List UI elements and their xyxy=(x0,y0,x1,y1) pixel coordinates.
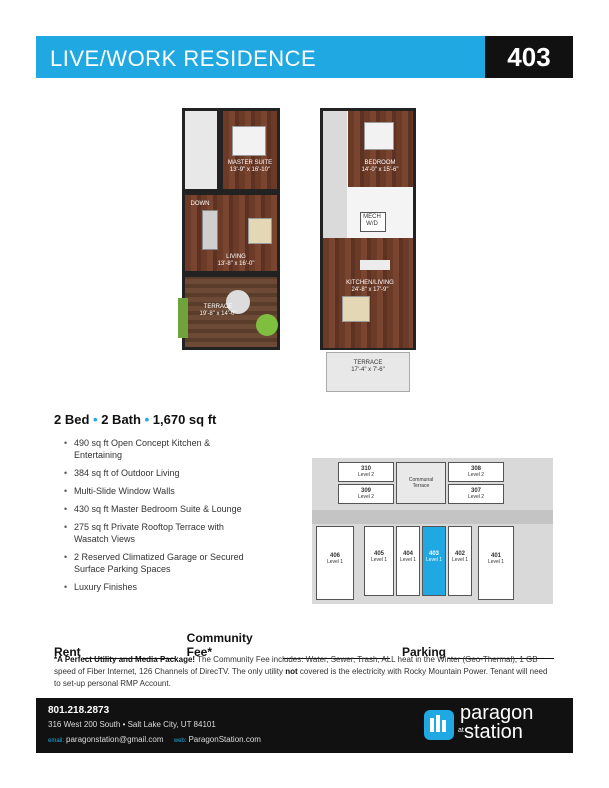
living-label xyxy=(196,254,276,268)
phone-number[interactable]: 801.218.2873 xyxy=(48,705,110,716)
down-label: DOWN xyxy=(190,201,210,207)
community-fee-label: Community Fee* xyxy=(186,631,253,659)
kitchen-dims: 24'-8" x 17'-9" xyxy=(351,287,389,293)
unit-307 xyxy=(448,484,504,504)
bedroom-dims: 14'-0" x 15'-6" xyxy=(361,167,399,173)
parking-label: Parking xyxy=(401,645,446,659)
unit-309-number: 309 xyxy=(360,488,371,494)
logo-wordmark-top: paragon xyxy=(460,702,534,724)
unit-401-level: Level 1 xyxy=(487,559,505,565)
unit-403-level: Level 1 xyxy=(425,557,443,563)
bed-icon xyxy=(364,122,394,150)
unit-401-number: 401 xyxy=(490,553,501,559)
logo-wordmark-bottom: station xyxy=(464,721,523,743)
unit-309-level: Level 2 xyxy=(357,494,375,500)
unit-403-highlighted xyxy=(422,526,446,596)
feature-item: • 490 sq ft Open Concept Kitchen & Entertaining xyxy=(64,437,214,461)
unit-404 xyxy=(396,526,420,596)
bath-count: 2 Bath xyxy=(101,412,141,427)
unit-406-number: 406 xyxy=(329,553,340,559)
master-suite-label xyxy=(210,160,290,174)
mech-label xyxy=(332,214,412,228)
bedroom-name: BEDROOM xyxy=(364,160,396,166)
feature-item: • Luxury Finishes xyxy=(64,581,294,593)
feature-item: • 384 sq ft of Outdoor Living xyxy=(64,467,294,479)
mech-name: MECH xyxy=(363,214,381,220)
address: 316 West 200 South • Salt Lake City, UT 84101 xyxy=(48,720,216,729)
plant-icon xyxy=(256,314,278,336)
feature-item: • 275 sq ft Private Rooftop Terrace with Wasatch Views xyxy=(64,521,234,545)
footer xyxy=(36,698,573,753)
unit-405-level: Level 1 xyxy=(370,557,388,563)
contact-line xyxy=(48,735,261,744)
terrace-label xyxy=(178,304,258,318)
bed-count: 2 Bed xyxy=(54,412,90,427)
paragon-station-logo xyxy=(424,704,559,748)
sofa-icon xyxy=(248,218,272,244)
web-link[interactable]: ParagonStation.com xyxy=(188,735,261,744)
utility-note xyxy=(54,654,554,690)
page-title: LIVE/WORK RESIDENCE xyxy=(36,36,485,78)
unit-summary xyxy=(54,412,216,427)
unit-310 xyxy=(338,462,394,482)
unit-308 xyxy=(448,462,504,482)
unit-404-level: Level 1 xyxy=(399,557,417,563)
page-header xyxy=(36,36,573,78)
terrace-dims: 17'-4" x 7'-6" xyxy=(351,367,385,373)
note-body-2: covered is the electricity with Rocky Mountain Power. Tenant will need to set-up personal RMP Account. xyxy=(54,667,548,688)
logo-mark-icon xyxy=(424,710,454,740)
floor-plan-level-1 xyxy=(320,108,420,394)
unit-309 xyxy=(338,484,394,504)
terrace-label xyxy=(328,360,408,374)
terrace-name: TERRACE xyxy=(203,304,233,310)
unit-402-level: Level 1 xyxy=(451,557,469,563)
unit-402 xyxy=(448,526,472,596)
stair-icon xyxy=(202,210,218,250)
island-icon xyxy=(360,260,390,270)
note-lead: *A Perfect Utility and Media Package! xyxy=(54,655,196,664)
unit-406 xyxy=(316,526,354,600)
feature-item: • Multi-Slide Window Walls xyxy=(64,485,294,497)
terrace-dims: 19'-8" x 14'-0" xyxy=(199,311,237,317)
living-dims: 13'-8" x 16'-0" xyxy=(217,261,255,267)
note-not: not xyxy=(285,667,298,676)
bedroom-label xyxy=(340,160,420,174)
kitchen-label xyxy=(330,280,410,294)
master-suite-name: MASTER SUITE xyxy=(227,160,273,166)
feature-item: • 430 sq ft Master Bedroom Suite & Lounge xyxy=(64,503,294,515)
unit-406-level: Level 1 xyxy=(326,559,344,565)
email-link[interactable]: paragonstation@gmail.com xyxy=(66,735,164,744)
unit-307-number: 307 xyxy=(470,488,481,494)
wd-name: W/D xyxy=(366,221,378,227)
master-suite-dims: 13'-9" x 16'-10" xyxy=(229,167,271,173)
web-label: web: xyxy=(173,738,187,744)
separator: • xyxy=(93,412,98,427)
logo-wordmark-at: at xyxy=(458,727,464,734)
communal-terrace-label: Communal Terrace xyxy=(408,477,434,489)
unit-location-map xyxy=(312,458,553,604)
unit-401 xyxy=(478,526,514,600)
unit-405-number: 405 xyxy=(373,551,384,557)
note-body-1: The Community Fee includes: Water, Sewer, Trash, ALL heat in the Winter (Geo-Thermal), 1 GB speed of Fiber Internet, 126 Channels of DirecTV. The only utility xyxy=(54,655,538,676)
living-name: LIVING xyxy=(226,254,246,260)
bed-icon xyxy=(232,126,266,156)
unit-310-level: Level 2 xyxy=(357,472,375,478)
unit-308-number: 308 xyxy=(470,466,481,472)
email-label: email: xyxy=(48,738,65,744)
rent-label: Rent xyxy=(54,645,81,659)
square-footage: 1,670 sq ft xyxy=(152,412,217,427)
unit-404-number: 404 xyxy=(402,551,413,557)
kitchen-name: KITCHEN/LIVING xyxy=(346,280,394,286)
floor-plan-level-2 xyxy=(182,108,282,350)
corridor xyxy=(312,510,553,524)
unit-405 xyxy=(364,526,394,596)
unit-310-number: 310 xyxy=(360,466,371,472)
feature-item: • 2 Reserved Climatized Garage or Secured Surface Parking Spaces xyxy=(64,551,274,575)
unit-number: 403 xyxy=(485,36,573,78)
unit-403-number: 403 xyxy=(428,551,439,557)
unit-308-level: Level 2 xyxy=(467,472,485,478)
master-bath xyxy=(182,108,220,192)
terrace-name: TERRACE xyxy=(353,360,383,366)
unit-307-level: Level 2 xyxy=(467,494,485,500)
sofa-icon xyxy=(342,296,370,322)
feature-list xyxy=(64,437,294,599)
unit-402-number: 402 xyxy=(454,551,465,557)
communal-terrace xyxy=(396,462,446,504)
separator: • xyxy=(144,412,150,427)
